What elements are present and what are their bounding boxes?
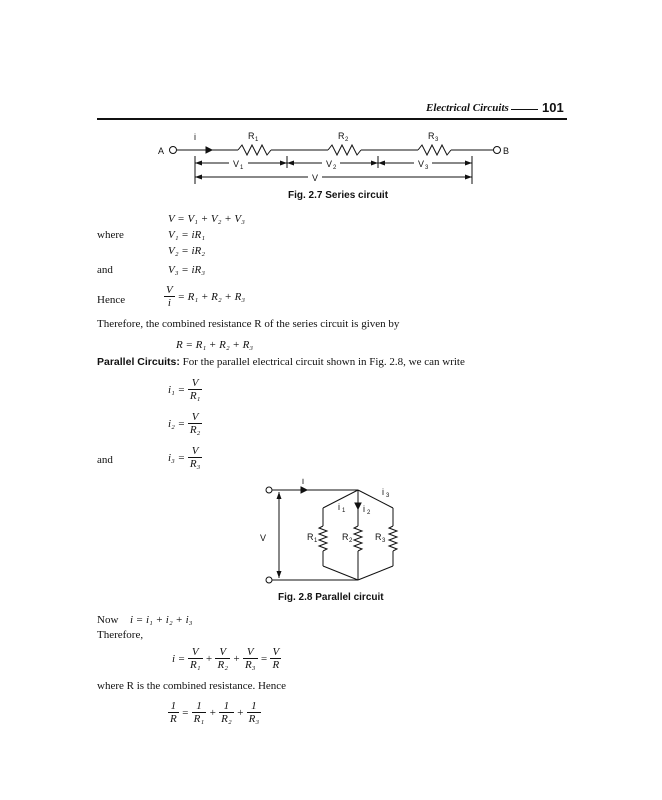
resistor-r2 (328, 145, 361, 155)
terminal-a (170, 147, 177, 154)
rec-n0: 1 (168, 700, 179, 713)
fig28-caption: Fig. 2.8 Parallel circuit (278, 592, 384, 603)
label-v-par: V (260, 533, 267, 543)
label-i1: i (338, 502, 340, 512)
label-r2-sub: 2 (345, 137, 349, 143)
running-title: Electrical Circuits (426, 102, 509, 114)
eq-v3: V₃ = iR₃ (168, 264, 206, 276)
eq-i2 (168, 411, 202, 436)
resistor-r3-par (389, 526, 397, 551)
label-r2: R (338, 131, 345, 141)
current-arrow (206, 147, 212, 153)
resistor-r3 (418, 145, 451, 155)
eq-hence (164, 284, 245, 309)
parallel-heading: Parallel Circuits: (97, 356, 180, 368)
sum-equals: = (260, 652, 268, 665)
header-rule-short (511, 109, 538, 110)
sum-plus-2: + (232, 652, 241, 665)
label-r2-par: R (342, 532, 349, 542)
label-r3: R (428, 131, 435, 141)
label-r1-par: R (307, 532, 314, 542)
resistor-r2-par (354, 526, 362, 551)
eq-current-sum: i = i₁ + i₂ + i₃ (130, 614, 193, 626)
rec-d1: R₁ (193, 713, 205, 725)
eq-i1 (168, 377, 202, 402)
label-i2-sub: 2 (367, 510, 371, 516)
label-r1: R (248, 131, 255, 141)
sum-n4: V (272, 646, 280, 658)
eq-v1: V₁ = iR₁ (168, 229, 206, 241)
eq-combined-series: R = R₁ + R₂ + R₃ (176, 339, 254, 351)
sum-d2: R₂ (217, 659, 229, 671)
i2-lhs: i₂ = (168, 417, 186, 430)
i1-lhs: i₁ = (168, 383, 186, 396)
label-v3-sub: 3 (425, 165, 429, 171)
eq-i3 (168, 445, 202, 470)
rec-n3: 1 (247, 700, 262, 713)
parallel-circuit-figure (255, 478, 415, 586)
eq-voltage-sum: V = V₁ + V₂ + V₃ (168, 213, 245, 225)
rec-d2: R₂ (221, 713, 232, 725)
label-i3: i (382, 487, 384, 497)
resistor-r1-par (319, 526, 327, 551)
label-r2-par-sub: 2 (349, 538, 353, 544)
sum-n2: V (215, 646, 230, 659)
label-r3-sub: 3 (435, 137, 439, 143)
header-rule (97, 118, 567, 120)
parallel-paragraph (97, 356, 465, 369)
i1-den: R₁ (189, 390, 201, 402)
running-header (0, 100, 662, 124)
label-v2-sub: 2 (333, 165, 337, 171)
label-i: i (194, 132, 196, 142)
label-v3: V (418, 159, 425, 169)
fig27-caption: Fig. 2.7 Series circuit (288, 190, 389, 201)
label-v2: V (326, 159, 333, 169)
i3-num: V (188, 445, 203, 458)
label-r3-par: R (375, 532, 382, 542)
therefore-label: Therefore, (97, 629, 144, 641)
i3-lhs: i₃ = (168, 451, 186, 464)
label-a: A (158, 146, 165, 156)
now-label: Now (97, 614, 119, 626)
label-b: B (503, 146, 510, 156)
series-circuit-figure (150, 126, 520, 190)
sum-d3: R₃ (244, 659, 256, 671)
page-number: 101 (542, 100, 564, 115)
sum-d1: R₁ (189, 659, 201, 671)
eq-current-fractions (172, 646, 281, 671)
parallel-intro: For the parallel electrical circuit shown in Fig. 2.8, we can write (179, 356, 465, 368)
eq-v2: V₂ = iR₂ (168, 245, 206, 257)
i2-num: V (188, 411, 203, 424)
label-r1-par-sub: 1 (314, 538, 318, 544)
label-i-par: i (302, 478, 304, 486)
label-v: V (312, 173, 319, 183)
i1-num: V (188, 377, 203, 390)
hence-num: V (166, 284, 173, 296)
label-i2: i (363, 504, 365, 514)
hence-rhs: = R₁ + R₂ + R₃ (177, 290, 246, 303)
i2-den: R₂ (189, 424, 201, 436)
rec-n2: 1 (219, 700, 234, 713)
label-r3-par-sub: 3 (382, 538, 386, 544)
label-v1-sub: 1 (240, 165, 244, 171)
rec-n1: 1 (192, 700, 207, 713)
sum-d4: R (272, 659, 280, 671)
resistor-r1 (238, 145, 271, 155)
where-combined-text (97, 680, 286, 693)
rec-plus-1: + (208, 706, 217, 719)
hence-label: Hence (97, 294, 126, 306)
rec-d0: R (170, 713, 177, 725)
and-label-1: and (97, 264, 113, 276)
label-i3-sub: 3 (386, 493, 390, 499)
terminal-top (266, 487, 272, 493)
rec-plus-2: + (236, 706, 244, 719)
rec-d3: R₃ (248, 713, 260, 725)
label-i1-sub: 1 (342, 508, 346, 514)
terminal-bottom (266, 577, 272, 583)
label-r1-sub: 1 (255, 137, 259, 143)
where-label: where (97, 229, 124, 241)
rec-equals: = (181, 706, 189, 719)
sum-n3: V (243, 646, 258, 659)
hence-den: i (167, 297, 171, 309)
i3-den: R₃ (189, 458, 201, 470)
label-v1: V (233, 159, 240, 169)
eq-reciprocal (168, 700, 261, 725)
sum-n1: V (188, 646, 203, 659)
and-label-2: and (97, 454, 113, 466)
therefore-text: Therefore, the combined resistance R of the series circuit is given by (97, 318, 400, 330)
terminal-b (494, 147, 501, 154)
sum-plus-1: + (205, 652, 213, 665)
sum-lhs: i = (172, 652, 186, 665)
where-combined-sentence: where R is the combined resistance. Hence (97, 680, 287, 692)
